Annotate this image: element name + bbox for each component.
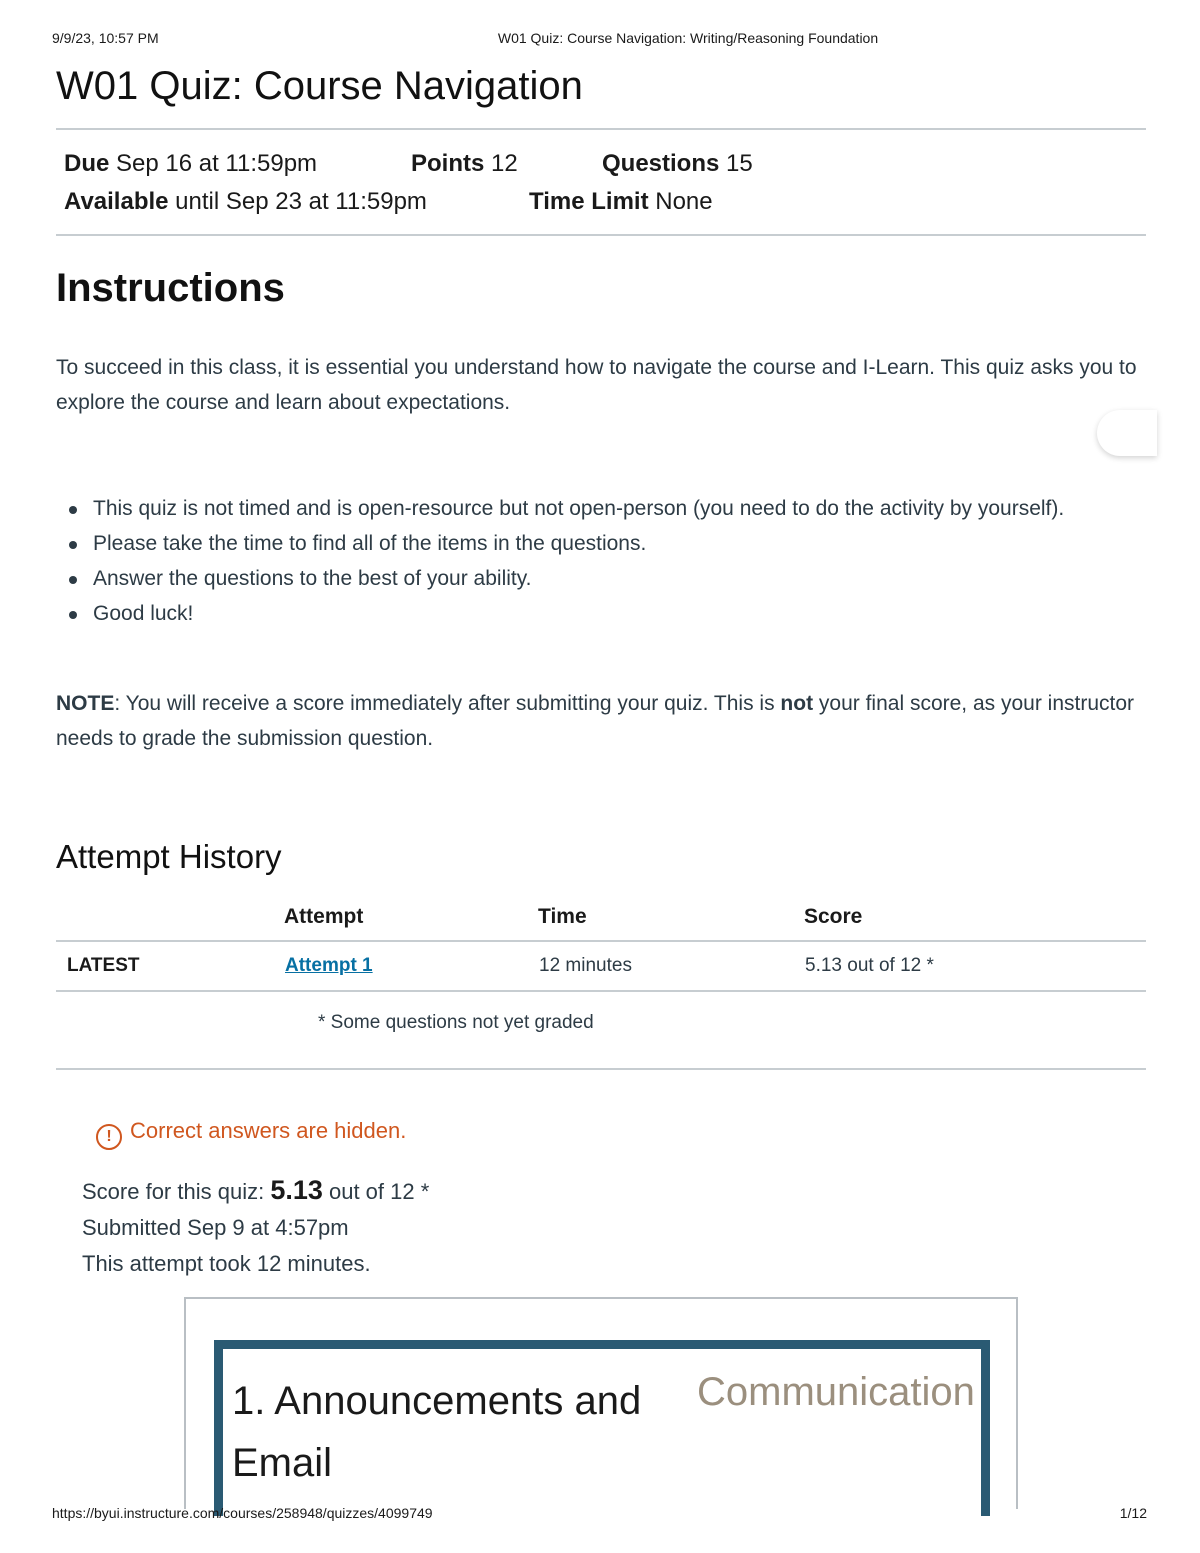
answers-hidden-notice: ! Correct answers are hidden. [96,1118,406,1150]
due-date: Due Sep 16 at 11:59pm [64,150,318,177]
divider [56,1068,1146,1070]
divider [56,234,1146,236]
print-header [0,30,1200,50]
page-url: https://byui.instructure.com/courses/258948/quizzes/4099749 [52,1505,433,1521]
column-header: Time [538,894,804,941]
list-item: Good luck! [56,596,1146,631]
print-document-title: W01 Quiz: Course Navigation: Writing/Reasoning Foundation [497,30,879,46]
time-limit: Time Limit None [529,188,713,215]
attempt-time: 12 minutes [538,941,804,991]
table-header-row [56,894,1146,941]
column-header [56,894,284,941]
divider [56,128,1146,130]
page-title: W01 Quiz: Course Navigation [56,64,583,108]
attempt-score: 5.13 out of 12 * [804,941,1146,991]
attempt-status: LATEST [56,941,284,991]
availability: Available until Sep 23 at 11:59pm [64,188,427,215]
points: Points 12 [411,150,518,177]
print-footer [0,1505,1200,1525]
list-item: This quiz is not timed and is open-resource but not open-person (you need to do the activity by yourself). [56,491,1146,526]
warning-icon: ! [96,1124,122,1150]
list-item: Answer the questions to the best of your ability. [56,561,1146,596]
attempt-history-heading: Attempt History [56,838,282,875]
side-tab-button[interactable] [1097,410,1157,456]
page-number: 1/12 [1119,1505,1147,1521]
question-category: Communication [697,1370,975,1414]
note-label: NOTE [56,692,115,715]
instructions-heading: Instructions [56,266,285,310]
question-title: 1. Announcements and Email [232,1379,642,1485]
print-datetime: 9/9/23, 10:57 PM [52,30,159,46]
instructions-intro: To succeed in this class, it is essential you understand how to navigate the course and I-Learn. This quiz asks you to explore the course and learn about expectations. [56,356,1137,414]
column-header: Attempt [284,894,538,941]
quiz-score: Score for this quiz: 5.13 out of 12 * [82,1175,430,1205]
list-item: Please take the time to find all of the items in the questions. [56,526,1146,561]
column-header: Score [804,894,1146,941]
instructions-note: NOTE: You will receive a score immediately after submitting your quiz. This is not your final score, as your instructor needs to grade the submission question. [56,692,1135,750]
score-summary [82,1172,429,1282]
attempt-history-table [56,894,1146,992]
attempt-duration: This attempt took 12 minutes. [82,1251,371,1276]
attempt-link[interactable]: Attempt 1 [285,955,373,976]
submitted-time: Submitted Sep 9 at 4:57pm [82,1215,349,1240]
question-count: Questions 15 [602,150,753,177]
table-row [56,941,1146,991]
not-graded-footnote: * Some questions not yet graded [318,1012,594,1033]
instructions-list [56,491,1146,631]
